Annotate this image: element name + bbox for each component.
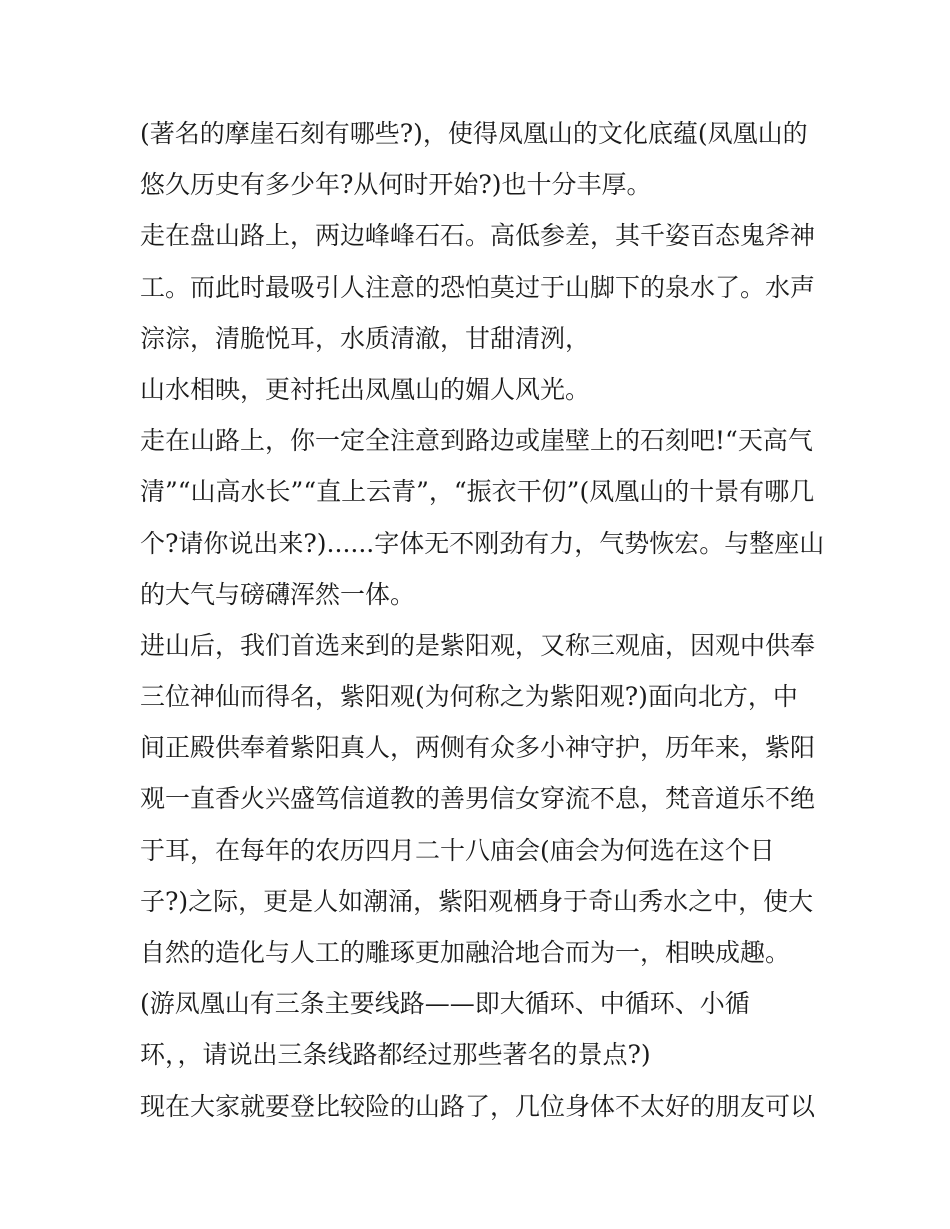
text-line: 进山后，我们首选来到的是紫阳观，又称三观庙，因观中供奉 — [140, 630, 816, 660]
text-line: (著名的摩崖石刻有哪些?)，使得凤凰山的文化底蕴(凤凰山的 — [140, 119, 808, 148]
text-line: 的大气与磅礴浑然一体。 — [140, 579, 416, 609]
text-line: 工。而此时最吸引人注意的恐怕莫过于山脚下的泉水了。水声 — [140, 272, 816, 302]
text-line: 自然的造化与人工的雕琢更加融洽地合而为一，相映成趣。 — [140, 938, 791, 967]
body-text — [140, 108, 830, 1132]
text-line: 清”“山高水长”“直上云青”，“振衣干仞”(凤凰山的十景有哪几 — [140, 477, 815, 507]
text-line: 现在大家就要登比较险的山路了，几位身体不太好的朋友可以 — [140, 1091, 816, 1121]
text-line: 于耳，在每年的农历四月二十八庙会(庙会为何选在这个日 — [140, 835, 775, 865]
text-line: 悠久历史有多少年?从何时开始?)也十分丰厚。 — [140, 170, 652, 200]
text-line: (游凤凰山有三条主要线路——即大循环、中循环、小循 — [140, 989, 750, 1019]
text-line: 观一直香火兴盛笃信道教的善男信女穿流不息，梵音道乐不绝 — [140, 784, 816, 814]
text-line: 环，，请说出三条线路都经过那些著名的景点?) — [140, 1040, 651, 1070]
text-line: 走在盘山路上，两边峰峰石石。高低参差，其千姿百态鬼斧神 — [140, 221, 816, 251]
text-line: 间正殿供奉着紫阳真人，两侧有众多小神守护，历年来，紫阳 — [140, 733, 816, 763]
text-line: 个?请你说出来?)......字体无不刚劲有力，气势恢宏。与整座山 — [140, 528, 825, 558]
text-line: 子?)之际，更是人如潮涌，紫阳观栖身于奇山秀水之中，使大 — [140, 886, 814, 916]
text-line: 淙淙，清脆悦耳，水质清澈，甘甜清洌， — [140, 323, 591, 353]
text-line: 山水相映，更衬托出凤凰山的媚人风光。 — [140, 374, 591, 404]
text-line: 三位神仙而得名，紫阳观(为何称之为紫阳观?)面向北方，中 — [140, 682, 798, 712]
text-line: 走在山路上，你一定全注意到路边或崖壁上的石刻吧!“天高气 — [140, 426, 813, 456]
